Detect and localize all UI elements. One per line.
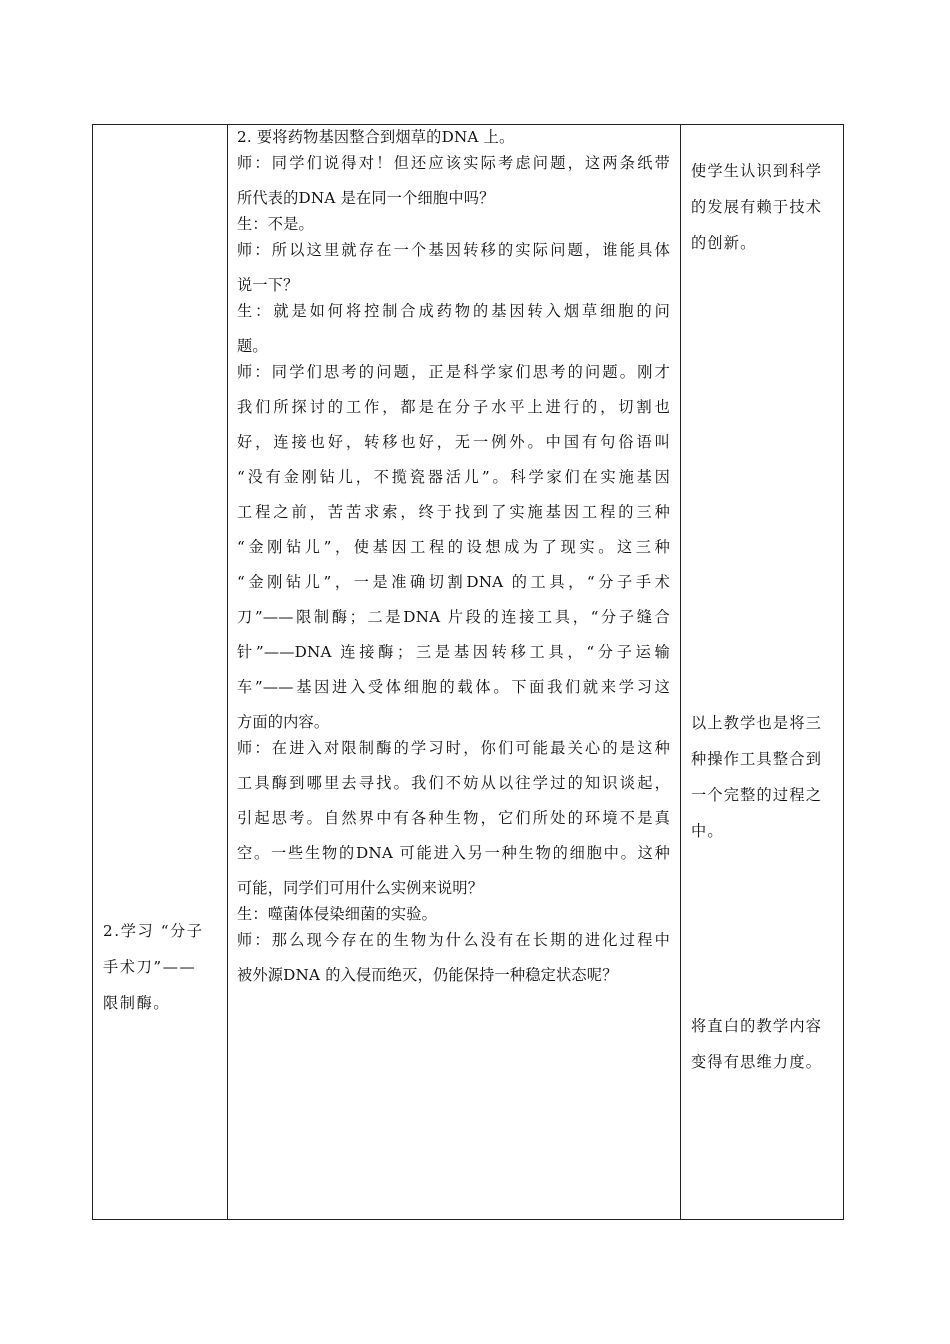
- text-line: “金刚钻儿”，一是准确切割DNA 的工具，“分子手术: [237, 573, 670, 591]
- text-line: 刀”——限制酶；二是DNA 片段的连接工具，“分子缝合: [237, 608, 670, 626]
- text-line: 题。: [237, 337, 268, 355]
- intent-block: [691, 1018, 835, 1090]
- teaching-process-text: [228, 129, 680, 1219]
- teaching-process-cell: [228, 125, 681, 1220]
- text-line: 好，连接也好，转移也好，无一例外。中国有句俗语叫: [237, 433, 670, 451]
- text-line: 说一下？: [237, 276, 299, 294]
- stage-cell: [93, 125, 228, 1220]
- intent-block: [691, 715, 835, 859]
- text-line: 引起思考。自然界中有各种生物，它们所处的环境不是真: [237, 809, 670, 827]
- text-line: 生：就是如何将控制合成药物的基因转入烟草细胞的问: [237, 302, 670, 320]
- text-line: 师：同学们思考的问题，正是科学家们思考的问题。刚才: [237, 363, 670, 381]
- intent-line: 的发展有赖于技术: [691, 198, 823, 216]
- stage-line: 手术刀”——: [103, 958, 197, 976]
- stage-title: [103, 923, 219, 1031]
- text-line: 生：噬菌体侵染细菌的实验。: [237, 905, 438, 923]
- stage-line: 限制酶。: [103, 994, 171, 1012]
- intent-block: [691, 163, 835, 271]
- text-line: 被外源DNA 的入侵而绝灭，仍能保持一种稳定状态呢？: [237, 966, 618, 984]
- design-intent-cell: [681, 125, 844, 1220]
- text-line: 2. 要将药物基因整合到烟草的DNA 上。: [237, 128, 515, 146]
- text-line: 可能，同学们可用什么实例来说明？: [237, 879, 484, 897]
- intent-line: 将直白的教学内容: [691, 1017, 823, 1035]
- text-line: “没有金刚钻儿，不揽瓷器活儿”。科学家们在实施基因: [237, 468, 670, 486]
- text-line: 我们所探讨的工作，都是在分子水平上进行的，切割也: [237, 398, 670, 416]
- intent-line: 以上教学也是将三: [691, 714, 823, 732]
- text-line: 生：不是。: [237, 215, 314, 233]
- text-line: 方面的内容。: [237, 713, 330, 731]
- intent-line: 种操作工具整合到: [691, 750, 823, 768]
- lesson-plan-table: [92, 124, 844, 1220]
- text-line: 师：在进入对限制酶的学习时，你们可能最关心的是这种: [237, 739, 670, 757]
- text-line: 空。一些生物的DNA 可能进入另一种生物的细胞中。这种: [237, 844, 670, 862]
- text-line: 师：那么现今存在的生物为什么没有在长期的进化过程中: [237, 931, 670, 949]
- table-row: [93, 125, 844, 1220]
- intent-line: 使学生认识到科学: [691, 162, 823, 180]
- intent-line: 中。: [691, 822, 724, 840]
- text-line: “金刚钻儿”，使基因工程的设想成为了现实。这三种: [237, 538, 670, 556]
- intent-line: 变得有思维力度。: [691, 1053, 823, 1071]
- stage-line: 2.学习 “分子: [103, 922, 204, 940]
- text-line: 师：所以这里就存在一个基因转移的实际问题，谁能具体: [237, 241, 670, 259]
- text-line: 车”——基因进入受体细胞的载体。下面我们就来学习这: [237, 678, 670, 696]
- text-line: 针”——DNA 连接酶；三是基因转移工具，“分子运输: [237, 643, 670, 661]
- text-line: 所代表的DNA 是在同一个细胞中吗？: [237, 189, 495, 207]
- text-line: 师：同学们说得对！但还应该实际考虑问题，这两条纸带: [237, 154, 670, 172]
- text-line: 工具酶到哪里去寻找。我们不妨从以往学过的知识谈起，: [237, 774, 670, 792]
- intent-line: 一个完整的过程之: [691, 786, 823, 804]
- text-line: 工程之前，苦苦求索，终于找到了实施基因工程的三种: [237, 503, 670, 521]
- intent-line: 的创新。: [691, 234, 757, 252]
